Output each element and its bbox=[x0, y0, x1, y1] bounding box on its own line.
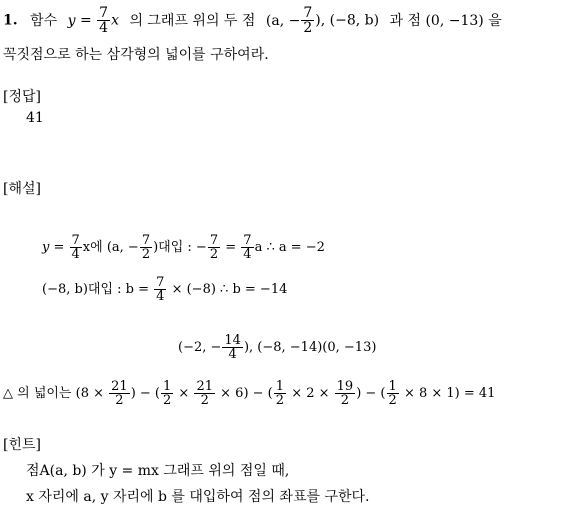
fraction-denominator: 2 bbox=[303, 20, 313, 36]
fraction-numerator: 1 bbox=[275, 379, 285, 394]
problem-text: 의 그래프 위의 두 점 bbox=[129, 12, 256, 29]
hint-line-1: 점A(a, b) 가 y = mx 그래프 위의 점일 때, bbox=[26, 463, 290, 479]
fraction-denominator: 2 bbox=[194, 393, 215, 407]
problem-number: 1. bbox=[3, 12, 18, 29]
fraction bbox=[241, 234, 253, 261]
math-text: a ∴ a = −2 bbox=[254, 240, 325, 255]
fraction-numerator: 1 bbox=[163, 379, 172, 394]
fraction-numerator: 7 bbox=[141, 233, 151, 248]
math-text: y = bbox=[42, 240, 65, 255]
math-text: × 6) − ( bbox=[220, 386, 273, 401]
fraction-numerator: 7 bbox=[71, 233, 80, 248]
math-text: ), (−8, b) bbox=[315, 12, 380, 29]
fraction bbox=[109, 380, 130, 407]
solution-points bbox=[178, 334, 376, 361]
fraction bbox=[222, 334, 243, 361]
answer-label: [정답] bbox=[3, 89, 41, 105]
fraction-denominator: 2 bbox=[335, 393, 356, 407]
fraction-denominator: 2 bbox=[109, 393, 130, 407]
math-text: (−2, − bbox=[178, 340, 222, 355]
fraction-denominator: 4 bbox=[156, 289, 165, 304]
fraction-numerator: 21 bbox=[111, 379, 128, 394]
solution-area bbox=[3, 380, 495, 407]
math-op: = bbox=[79, 12, 92, 29]
hint-label: [힌트] bbox=[3, 437, 41, 453]
math-text: × 2 × bbox=[291, 386, 330, 401]
fraction-denominator: 2 bbox=[209, 247, 219, 262]
math-text: ) − ( bbox=[130, 386, 160, 401]
math-text: ) − ( bbox=[356, 386, 386, 401]
fraction-denominator: 4 bbox=[222, 347, 243, 361]
fraction bbox=[154, 276, 166, 303]
fraction-numerator: 14 bbox=[224, 333, 241, 348]
math-text: (a, − bbox=[265, 12, 301, 29]
fraction-numerator: 21 bbox=[196, 379, 214, 394]
fraction-numerator: 7 bbox=[209, 233, 219, 248]
math-text: × 8 × 1) = 41 bbox=[403, 386, 496, 401]
fraction-numerator: 19 bbox=[336, 379, 354, 394]
math-text: )대입 : − bbox=[153, 240, 207, 255]
math-text: × (−8) ∴ b = −14 bbox=[171, 282, 288, 297]
fraction bbox=[335, 380, 356, 407]
fraction-denominator: 4 bbox=[71, 247, 80, 262]
fraction bbox=[387, 380, 399, 407]
fraction-numerator: 7 bbox=[303, 5, 313, 21]
fraction-numerator: 7 bbox=[243, 233, 252, 248]
fraction bbox=[208, 234, 220, 261]
fraction-denominator: 2 bbox=[388, 393, 397, 408]
problem-line-1 bbox=[3, 6, 502, 35]
problem-text: 과 점 (0, −13) 을 bbox=[389, 12, 502, 29]
solution-line-2 bbox=[42, 276, 287, 303]
solution-label: [해설] bbox=[3, 181, 41, 197]
math-var: y bbox=[67, 12, 76, 29]
math-op: = bbox=[225, 240, 237, 255]
math-text: (−8, b)대입 : b = bbox=[42, 282, 150, 297]
math-var: x bbox=[111, 12, 119, 29]
fraction-denominator: 2 bbox=[141, 247, 151, 262]
problem-line-2: 꼭짓점으로 하는 삼각형의 넓이를 구하여라. bbox=[3, 47, 269, 63]
fraction-denominator: 2 bbox=[163, 393, 172, 408]
fraction bbox=[161, 380, 173, 407]
fraction-numerator: 1 bbox=[388, 379, 397, 394]
fraction bbox=[140, 234, 152, 261]
fraction bbox=[70, 234, 82, 261]
math-text: ), (−8, −14)(0, −13) bbox=[243, 340, 377, 355]
fraction bbox=[301, 6, 314, 35]
answer-value: 41 bbox=[26, 110, 44, 126]
math-text: x에 (a, − bbox=[82, 240, 139, 255]
fraction bbox=[194, 380, 215, 407]
problem-text: 함수 bbox=[30, 12, 58, 29]
fraction bbox=[97, 6, 110, 35]
fraction-numerator: 7 bbox=[156, 275, 165, 290]
math-op: × bbox=[178, 386, 190, 401]
hint-line-2: x 자리에 a, y 자리에 b 를 대입하여 점의 좌표를 구한다. bbox=[26, 489, 370, 505]
fraction bbox=[274, 380, 286, 407]
fraction-numerator: 7 bbox=[99, 5, 109, 21]
fraction-denominator: 2 bbox=[275, 393, 285, 408]
fraction-denominator: 4 bbox=[243, 247, 252, 262]
math-text: △ 의 넓이는 (8 × bbox=[3, 386, 104, 401]
fraction-denominator: 4 bbox=[99, 20, 109, 36]
solution-line-1 bbox=[42, 234, 325, 261]
